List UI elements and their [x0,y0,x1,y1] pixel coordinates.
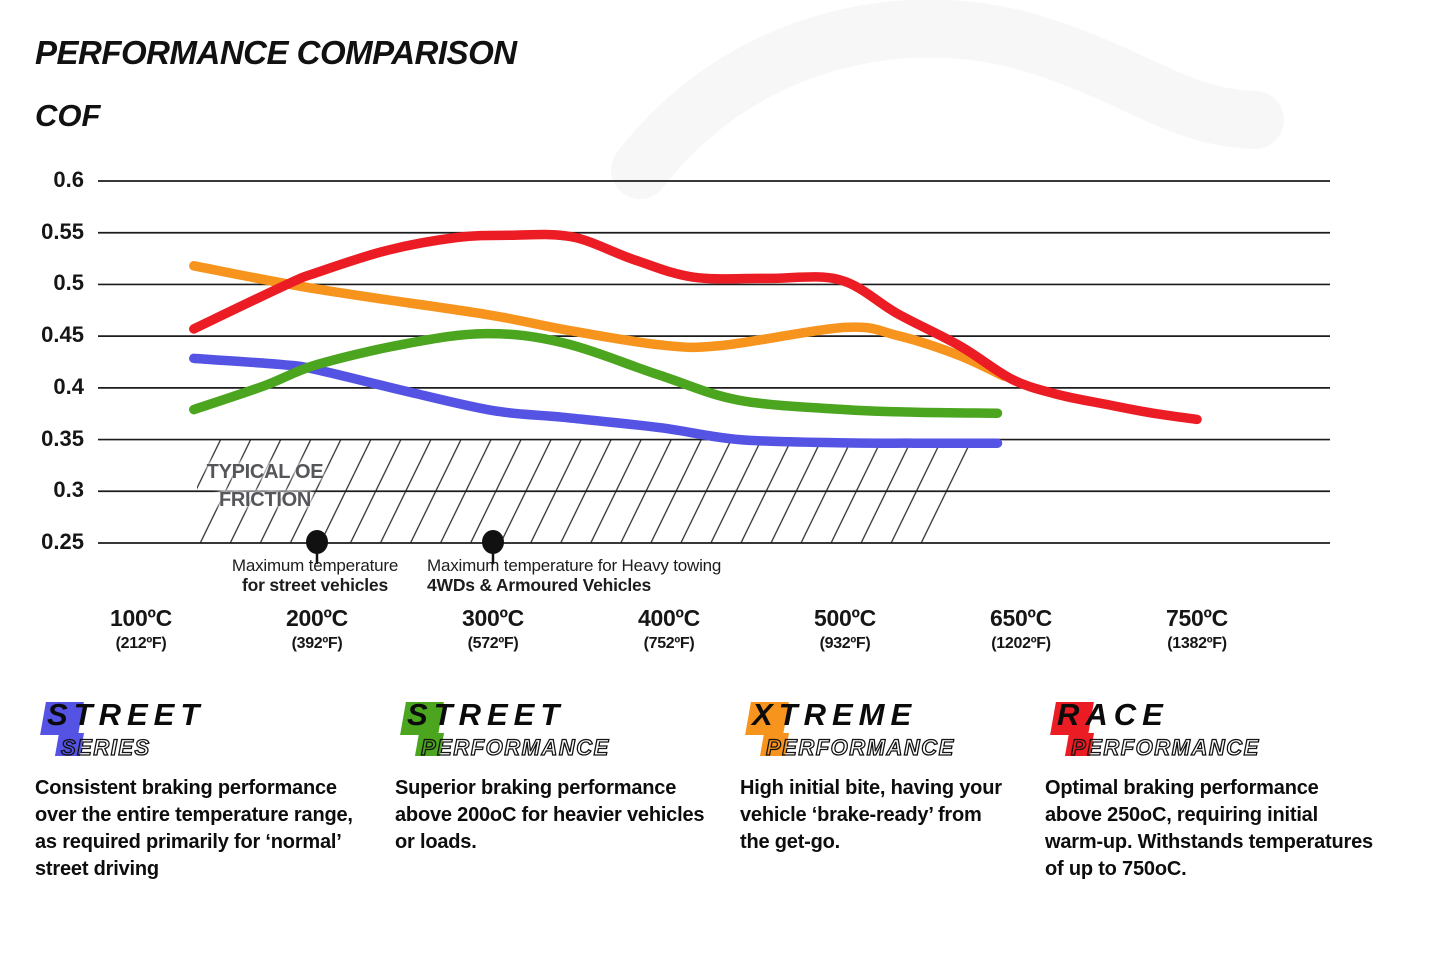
logo-word-top: STREET [407,697,566,732]
x-tick-label [599,605,739,653]
logo-word-bottom [59,734,339,764]
x-tick-celsius: 300ºC [462,605,524,631]
logo-word-bottom [419,734,699,764]
logo-word-top: STREET [47,697,206,732]
annotation-max-temp-towing [427,556,757,595]
x-tick-fahrenheit: (392ºF) [291,635,343,652]
y-axis-title: COF [35,98,101,133]
curve-xtreme-performance [194,266,1004,376]
y-tick-label: 0.5 [53,270,84,296]
annotation-line2: 4WDs & Armoured Vehicles [427,574,652,595]
svg-text:SERIES: SERIES [61,735,151,760]
x-tick-celsius: 400ºC [638,605,700,631]
y-tick-label: 0.3 [53,477,84,503]
product-race-performance [1045,697,1375,880]
logo-word-top: XTREME [752,697,918,732]
product-xtreme-performance [740,697,1012,853]
x-tick-fahrenheit: (752ºF) [643,635,695,652]
x-tick-celsius: 750ºC [1166,605,1228,631]
annotation-line1: Maximum temperature for Heavy towing [427,556,722,575]
x-tick-label [71,605,211,653]
x-tick-celsius: 100ºC [110,605,172,631]
product-description: Superior braking performance above 200oC for heavier vehicles or loads. [395,777,705,853]
x-tick-label [775,605,915,653]
x-tick-fahrenheit: (1382ºF) [1167,635,1227,652]
x-tick-fahrenheit: (572ºF) [467,635,519,652]
xtreme-performance-logo [740,699,1012,773]
logo-word-top: RACE [1057,697,1169,732]
page-title: PERFORMANCE COMPARISON [35,34,517,71]
x-tick-label [951,605,1091,653]
typical-oe-friction-label [176,458,354,514]
x-tick-celsius: 650ºC [990,605,1052,631]
max-temp-marker-dot [482,530,504,554]
x-tick-label [1127,605,1267,653]
svg-text:PERFORMANCE: PERFORMANCE [1071,735,1260,760]
product-street-series [35,697,365,880]
y-tick-label: 0.55 [41,218,84,244]
svg-text:PERFORMANCE: PERFORMANCE [766,735,955,760]
x-tick-fahrenheit: (1202ºF) [991,635,1051,652]
x-tick-fahrenheit: (212ºF) [115,635,167,652]
y-tick-label: 0.35 [41,425,84,451]
product-description: Optimal braking performance above 250oC, requiring initial warm-up. Withstands temperatures of up to 750oC. [1045,777,1373,880]
y-tick-label: 0.4 [53,373,84,399]
race-performance-logo [1045,699,1375,773]
y-tick-label: 0.45 [41,322,84,348]
svg-text:PERFORMANCE: PERFORMANCE [421,735,610,760]
logo-word-bottom [764,734,1044,764]
annotation-line2: for street vehicles [242,574,388,595]
x-tick-celsius: 500ºC [814,605,876,631]
background-swoosh [640,28,1255,170]
curve-street-series [194,358,998,443]
max-temp-marker-dot [306,530,328,554]
oe-label-line1: TYPICAL OE [206,461,324,483]
x-tick-label [423,605,563,653]
x-tick-fahrenheit: (932ºF) [819,635,871,652]
annotation-line1: Maximum temperature [231,556,399,575]
oe-label-line2: FRICTION [218,489,312,511]
street-series-logo [35,699,365,773]
product-street-performance [395,697,715,853]
y-tick-label: 0.25 [41,528,84,554]
y-tick-label: 0.6 [53,167,84,192]
product-description: Consistent braking performance over the entire temperature range, as required primarily for ‘normal’ street driving [35,777,353,880]
product-description: High initial bite, having your vehicle ‘brake-ready’ from the get-go. [740,777,1002,853]
street-performance-logo [395,699,715,773]
annotation-max-temp-street [205,556,425,595]
x-tick-celsius: 200ºC [286,605,348,631]
logo-word-bottom [1069,734,1349,764]
x-tick-label [247,605,387,653]
